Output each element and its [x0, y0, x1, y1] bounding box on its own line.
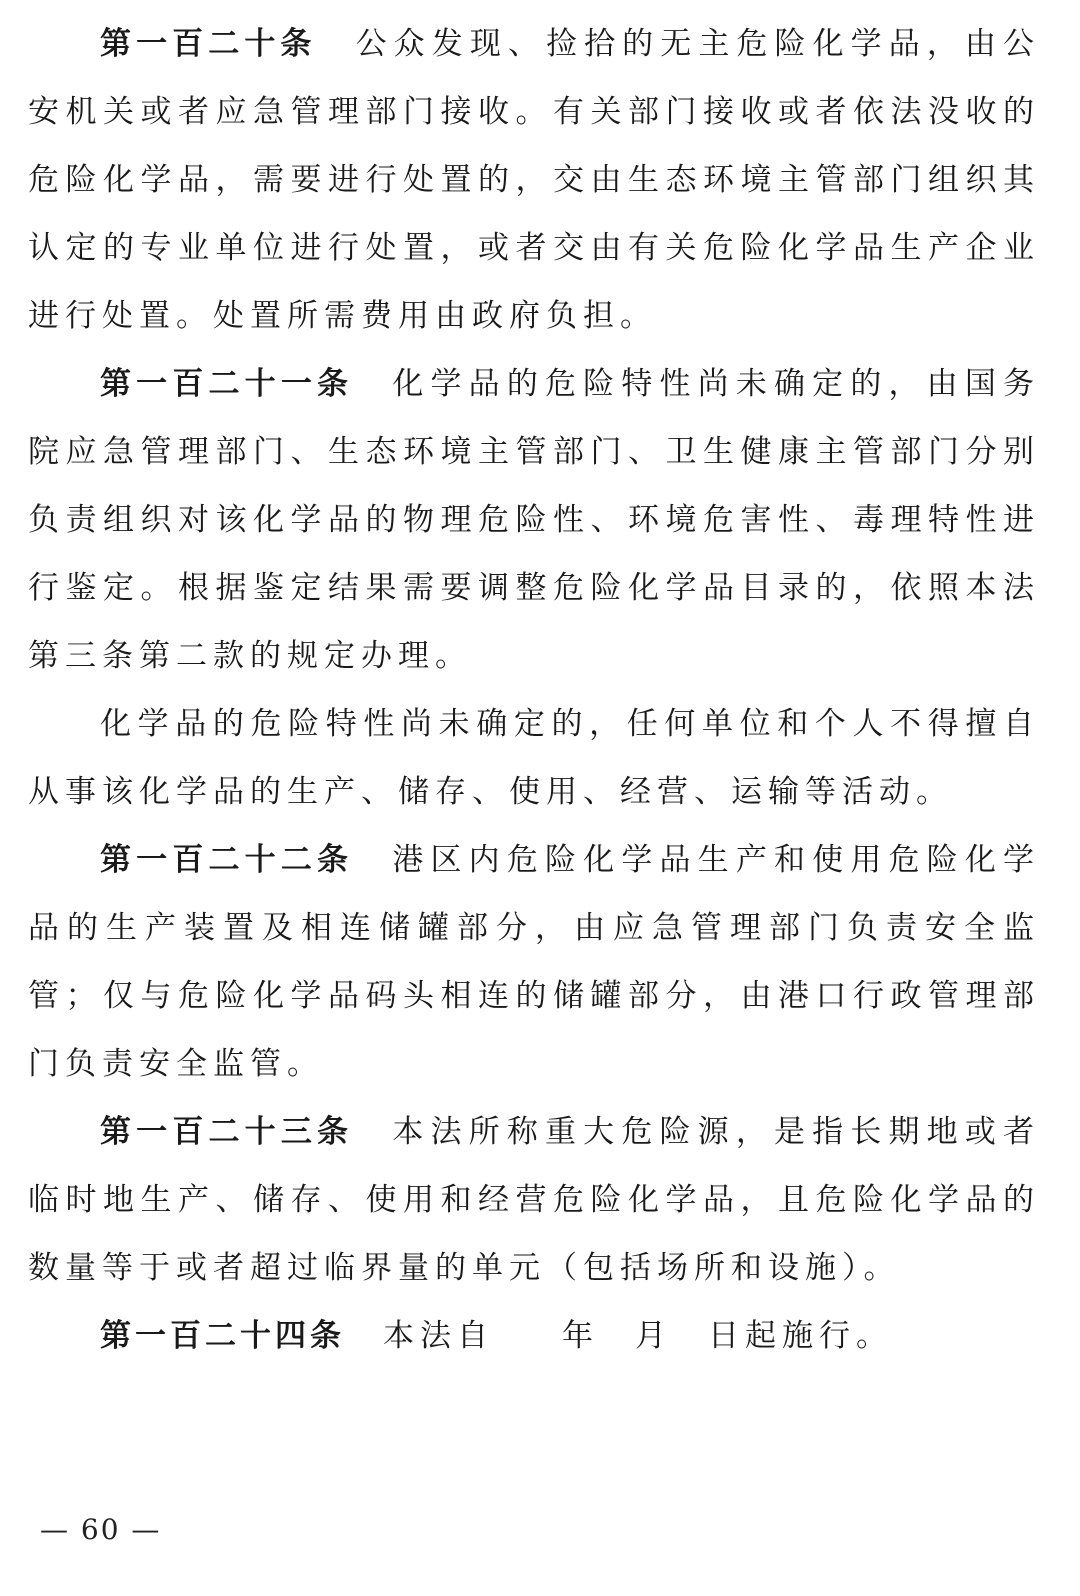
article-120	[28, 10, 1040, 350]
article-text: 公众发现、捡拾的无主危险化学品，由公安机关或者应急管理部门接收。有关部门接收或者依法没收的危险化学品，需要进行处置的，交由生态环境主管部门组织其认定的专业单位进行处置，或者交由有关危险化学品生产企业进行处置。处置所需费用由政府负担。	[28, 26, 1040, 334]
effective-date-month: 月	[635, 1318, 672, 1354]
effective-date-year: 年	[562, 1318, 599, 1354]
article-text: 化学品的危险特性尚未确定的，任何单位和个人不得擅自从事该化学品的生产、储存、使用、经营、运输等活动。	[28, 706, 1040, 810]
article-121-paragraph-2	[28, 690, 1040, 826]
article-text: 港区内危险化学品生产和使用危险化学品的生产装置及相连储罐部分，由应急管理部门负责安全监管；仅与危险化学品码头相连的储罐部分，由港口行政管理部门负责安全监管。	[28, 842, 1041, 1082]
page-number: — 60 —	[40, 1513, 162, 1546]
document-body	[28, 10, 1040, 1370]
article-121	[28, 350, 1040, 690]
article-title: 第一百二十三条	[100, 1114, 354, 1150]
article-123	[28, 1098, 1040, 1302]
article-title: 第一百二十条	[100, 26, 317, 62]
article-title: 第一百二十四条	[100, 1318, 345, 1354]
effective-date-day: 日起施行。	[708, 1318, 893, 1354]
article-text: 化学品的危险特性尚未确定的，由国务院应急管理部门、生态环境主管部门、卫生健康主管部门分别负责组织对该化学品的物理危险性、环境危害性、毒理特性进行鉴定。根据鉴定结果需要调整危险化学品目录的，依照本法第三条第二款的规定办理。	[28, 366, 1041, 674]
article-124	[28, 1302, 1040, 1370]
effective-date-prefix: 本法自	[383, 1318, 494, 1354]
article-title: 第一百二十二条	[100, 842, 354, 878]
article-122	[28, 826, 1040, 1098]
article-text: 本法所称重大危险源，是指长期地或者临时地生产、储存、使用和经营危险化学品，且危险化学品的数量等于或者超过临界量的单元（包括场所和设施）。	[28, 1114, 1041, 1286]
article-title: 第一百二十一条	[100, 366, 354, 402]
